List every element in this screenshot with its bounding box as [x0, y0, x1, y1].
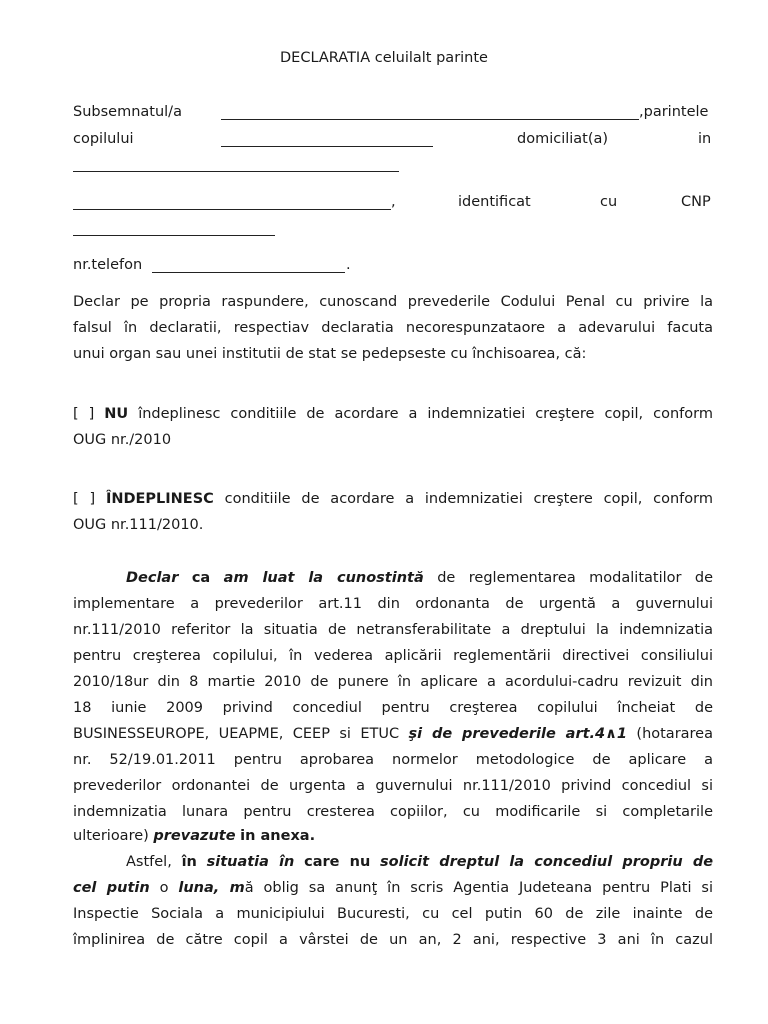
telefon-label: nr.telefon [73, 257, 143, 273]
para1-line-9: prevederilor ordonantei de urgenta a guvernului nr.111/2010 privind concediul si [73, 778, 713, 794]
domiciliat-label: domiciliat(a) [517, 131, 609, 147]
document-title: DECLARATIA celuilalt parinte [280, 50, 488, 66]
para1-line-5: 2010/18ur din 8 martie 2010 de punere în aplicare a acordului-cadru revizuit din [73, 674, 713, 690]
copilului-label: copilului [73, 131, 134, 147]
para1-line-1: Declar ca am luat la cunostintă de reglementarea modalitatilor de [126, 570, 714, 586]
in-label: in [698, 131, 712, 147]
option-nu-text: îndeplinesc conditiile de acordare a indemnizatiei creştere copil, conform [138, 406, 713, 422]
option-nu [73, 406, 713, 422]
option-nu-strong: NU [104, 406, 129, 422]
para1-line-6: 18 iunie 2009 privind concediul pentru creşterea copilului încheiat de [73, 700, 713, 716]
address-field-line-2[interactable] [73, 209, 391, 210]
telefon-field-line[interactable] [152, 272, 345, 273]
intro-line-1: Declar pe propria raspundere, cunoscand prevederile Codului Penal cu privire la [73, 294, 713, 310]
para1-line-2: implementare a prevederilor art.11 din ordonanta de urgentă a guvernului [73, 596, 713, 612]
option-indeplinesc-line-2: OUG nr.111/2010. [73, 517, 204, 533]
para1-line-10: indemnizatia lunara pentru cresterea copiilor, cu modificarile si completarile [73, 804, 713, 820]
telefon-end: . [346, 257, 351, 273]
cu-label: cu [600, 194, 618, 210]
para2-line-4: împlinirea de către copil a vârstei de un an, 2 ani, respective 3 ani în cazul [73, 932, 713, 948]
option-indeplinesc-strong: ÎNDEPLINESC [105, 491, 214, 507]
para2-line-1: Astfel, în situatia în care nu solicit dreptul la concediul propriu de [126, 854, 714, 870]
para1-line-8: nr. 52/19.01.2011 pentru aprobarea normelor metodologice de aplicare a [73, 752, 713, 768]
intro-line-2: falsul în declaratii, respectiav declaratia necorespunzataore a adevarului facuta [73, 320, 713, 336]
para2-line-3: Inspectie Sociala a municipiului Bucuresti, cu cel putin 60 de zile inainte de [73, 906, 713, 922]
option-nu-line-2: OUG nr./2010 [73, 432, 172, 448]
cnp-field-line[interactable] [73, 235, 275, 236]
identificat-label: identificat [458, 194, 531, 210]
parintele-label: ,parintele [639, 104, 709, 120]
para1-line-11: ulterioare) prevazute in anexa. [73, 828, 316, 844]
cnp-label: CNP [681, 194, 711, 210]
option-indeplinesc-text: conditiile de acordare a indemnizatiei creştere copil, conform [224, 491, 713, 507]
para1-line-7: BUSINESSEUROPE, UEAPME, CEEP si ETUC şi de prevederile art.4∧1 (hotararea [73, 726, 713, 742]
para1-line-4: pentru creşterea copilului, în vederea aplicării reglementării directivei consiliului [73, 648, 713, 664]
child-name-field-line[interactable] [221, 146, 433, 147]
option-nu-checkbox[interactable]: [ ] [73, 406, 95, 422]
intro-line-3: unui organ sau unei institutii de stat se pedepseste cu închisoarea, că: [73, 346, 587, 362]
comma-text: , [391, 194, 396, 210]
subsemnatul-label: Subsemnatul/a [73, 104, 182, 120]
option-indeplinesc-checkbox[interactable]: [ ] [73, 491, 96, 507]
option-indeplinesc [73, 491, 713, 507]
name-field-line[interactable] [221, 119, 639, 120]
address-field-line-1[interactable] [73, 171, 399, 172]
para1-line-3: nr.111/2010 referitor la situatia de netransferabilitate a dreptului la indemnizatia [73, 622, 713, 638]
para2-line-2: cel putin o luna, mă oblig sa anunţ în scris Agentia Judeteana pentru Plati si [73, 880, 713, 896]
